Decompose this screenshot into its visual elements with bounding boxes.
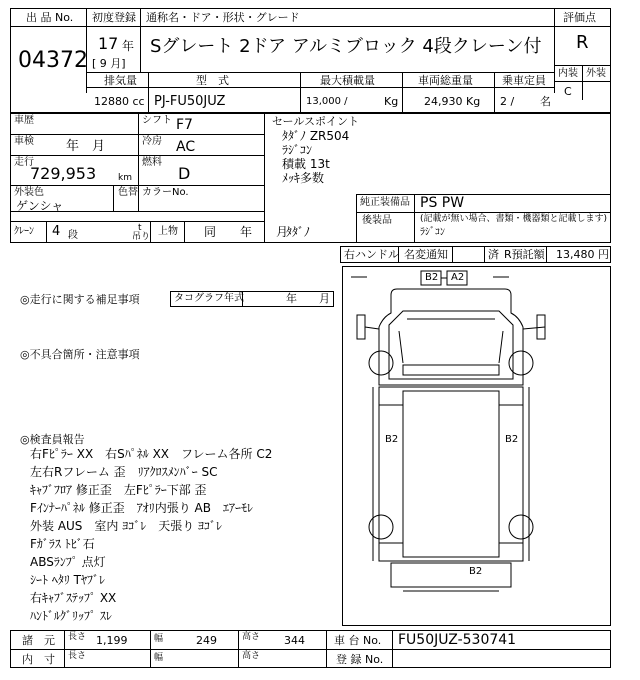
ac-label: 冷房 <box>142 136 162 147</box>
sales-point-line: ﾗｼﾞｺﾝ <box>282 143 313 157</box>
divider <box>264 113 265 243</box>
fuel-label: 燃料 <box>142 157 162 168</box>
divider <box>238 630 239 668</box>
truck-diagram <box>342 266 611 626</box>
sales-point-line: ﾀﾀﾞﾉ ZR504 <box>282 129 350 143</box>
divider <box>10 134 264 135</box>
divider <box>484 246 485 263</box>
divider <box>494 72 495 113</box>
inspector-line: 左右Rフレーム 歪 ﾘｱｸﾛｽﾒﾝﾊﾞｰ SC <box>30 465 218 479</box>
recycle-label: R預託額 <box>504 248 545 261</box>
upper-label: 上物 <box>158 226 178 237</box>
max-load-unit: Kg <box>384 95 399 108</box>
shift-value: F7 <box>176 117 193 133</box>
divider <box>546 246 547 263</box>
diagram-mark-right-b2: B2 <box>505 434 519 445</box>
crane-label: ｸﾚｰﾝ <box>14 226 34 237</box>
first-reg-label: 初度登録 <box>92 11 136 24</box>
ext-color-label: 外装色 <box>14 187 44 198</box>
divider <box>356 212 611 213</box>
upper-value: 同 年 月 <box>204 225 289 239</box>
diagram-mark-top-a2: A2 <box>451 272 465 283</box>
width-value: 249 <box>196 634 217 647</box>
divider <box>452 246 453 263</box>
height-label: 高さ <box>242 632 261 642</box>
crane-steps: 4 <box>52 224 61 239</box>
ac-value: AC <box>176 139 196 155</box>
sales-point-line: 積載 13t <box>282 157 330 171</box>
vehicle-name: Sグレート 2ドア アルミブロック 4段クレーン付 <box>150 36 542 57</box>
inspector-line: ABSﾗﾝﾌﾟ 点灯 <box>30 555 106 569</box>
name-label: 通称名・ドア・形状・グレード <box>146 11 300 24</box>
reg-year-unit: 年 <box>122 39 135 53</box>
divider <box>10 221 264 222</box>
inspector-label: ◎検査員報告 <box>20 433 85 446</box>
grade-value: R <box>576 32 589 53</box>
aftermarket-label: 後装品 <box>362 215 392 226</box>
inspection-label: 車検 <box>14 136 34 147</box>
inspector-line: 右ｷｬﾌﾞｽﾃｯﾌﾟ XX <box>30 591 117 605</box>
crane-t-unit: 吊り <box>132 232 151 242</box>
divider <box>10 155 264 156</box>
recycle-unit: 円 <box>598 248 609 261</box>
ext-color-value: ゲンシャ <box>16 199 64 213</box>
inspector-line: Fｶﾞﾗｽ ﾄﾋﾞ石 <box>30 537 95 551</box>
max-load-label: 最大積載量 <box>320 74 375 87</box>
divider <box>140 8 141 26</box>
inspector-line: 外装 AUS 室内 ﾖｺﾞﾚ 天張り ﾖｺﾞﾚ <box>30 519 223 533</box>
reg-month: [ 9 月] <box>92 57 126 70</box>
inspector-line: ｼｰﾄ ﾍﾀﾘ Tﾔﾌﾞﾚ <box>30 573 105 587</box>
model-label: 型 式 <box>196 74 229 87</box>
inspector-line: ﾊﾝﾄﾞﾙｸﾞﾘｯﾌﾟ ｽﾚ <box>30 609 112 623</box>
length-label: 長さ <box>68 632 87 642</box>
divider <box>10 185 264 186</box>
divider <box>392 630 393 668</box>
divider <box>554 81 611 82</box>
crane-t: t <box>138 223 142 233</box>
width-label: 幅 <box>154 634 164 644</box>
divider <box>86 26 554 27</box>
divider <box>414 194 415 243</box>
divider <box>300 72 301 113</box>
exterior-label: 外装 <box>586 68 606 79</box>
inspector-line: 右Fﾋﾟﾗｰ XX 右Sﾊﾟﾈﾙ XX フレーム各所 C2 <box>30 447 273 461</box>
aftermarket-value: ﾗｼﾞｺﾝ <box>420 227 445 238</box>
mileage-unit: km <box>118 173 132 183</box>
capacity-unit: 名 <box>540 95 551 108</box>
divider <box>326 630 327 668</box>
diagram-mark-top-b2: B2 <box>425 272 439 283</box>
mileage-label: 走行 <box>14 157 34 168</box>
dims-label: 諸 元 <box>22 634 55 647</box>
reg-year: 17 <box>98 34 119 53</box>
diagram-mark-left-b2: B2 <box>385 434 399 445</box>
chassis-label: 車 台 No. <box>334 634 382 647</box>
inspector-line: ｷｬﾌﾞﾌﾛｱ 修正歪 左Fﾋﾟﾗｰ下部 歪 <box>30 483 207 497</box>
divider <box>140 26 141 72</box>
in-width-label: 幅 <box>154 653 164 663</box>
height-value: 344 <box>284 634 305 647</box>
tacho-value: 年 月 <box>286 292 330 305</box>
interior-dims-label: 内 寸 <box>22 653 55 666</box>
interior-label: 内装 <box>558 68 578 79</box>
lot-label: 出 品 No. <box>26 11 74 24</box>
divider <box>356 194 357 243</box>
divider <box>554 26 611 27</box>
shift-label: シフト <box>142 115 172 126</box>
name-change-label: 名変通知 <box>404 248 448 261</box>
displacement-label: 排気量 <box>104 74 137 87</box>
upper-maker: ﾀﾀﾞﾉ <box>286 225 311 239</box>
sales-point-label: セールスポイント <box>272 115 360 128</box>
divider <box>10 649 611 650</box>
gross-weight-value: 24,930 Kg <box>424 95 481 108</box>
max-load-value: 13,000 / <box>306 96 348 107</box>
equipment-label: 純正装備品 <box>360 197 410 208</box>
capacity-value: 2 / <box>500 95 515 108</box>
grade-label: 評価点 <box>563 11 596 24</box>
divider <box>402 72 403 113</box>
divider <box>113 185 114 211</box>
status-flag: 済 <box>488 248 499 261</box>
diagram-mark-bottom-b2: B2 <box>469 566 483 577</box>
divider <box>184 221 185 243</box>
divider <box>150 630 151 668</box>
in-height-label: 高さ <box>242 651 261 661</box>
equipment-value: PS PW <box>420 195 465 211</box>
in-length-label: 長さ <box>68 651 87 661</box>
divider <box>138 113 139 211</box>
divider <box>150 221 151 243</box>
inspection-value: 年 月 <box>66 139 106 154</box>
handle-value: 右ハンドル <box>344 248 399 261</box>
displacement-value: 12880 cc <box>94 95 145 108</box>
gross-weight-label: 車両総重量 <box>418 74 473 87</box>
divider <box>86 72 554 73</box>
length-value: 1,199 <box>96 634 128 647</box>
defect-label: ◎不具合箇所・注意事項 <box>20 348 140 361</box>
tacho-label: タコグラフ年式 <box>174 293 244 304</box>
divider <box>356 194 611 195</box>
history-label: 車歴 <box>14 115 34 126</box>
recycle-amount: 13,480 <box>556 248 595 261</box>
divider <box>64 630 65 668</box>
lot-number: 04372 <box>18 48 88 73</box>
capacity-label: 乗車定員 <box>502 74 546 87</box>
divider <box>582 65 583 100</box>
mileage-value: 729,953 <box>30 164 97 183</box>
divider <box>46 221 47 243</box>
chassis-value: FU50JUZ-530741 <box>398 632 517 648</box>
color-no-label: カラーNo. <box>142 187 189 198</box>
reg-no-label: 登 録 No. <box>336 653 384 666</box>
aftermarket-note: (記載が無い場合、書類・機器類と記載します) <box>420 214 608 224</box>
crane-steps-unit: 段 <box>68 230 78 241</box>
interior-grade: C <box>564 85 572 98</box>
inspector-line: Fｲﾝﾅｰﾊﾟﾈﾙ 修正歪 ｱｵﾘ内張り AB ｴｱｰﾓﾚ <box>30 501 253 515</box>
color-change-label: 色替 <box>118 187 138 198</box>
sales-point-line: ﾒｯｷ多数 <box>282 171 325 185</box>
fuel-value: D <box>178 164 191 183</box>
divider <box>148 72 149 113</box>
model-value: PJ-FU50JUZ <box>154 94 226 109</box>
divider <box>86 87 554 88</box>
supplement-label: ◎走行に関する補足事項 <box>20 293 140 306</box>
divider <box>10 26 86 27</box>
